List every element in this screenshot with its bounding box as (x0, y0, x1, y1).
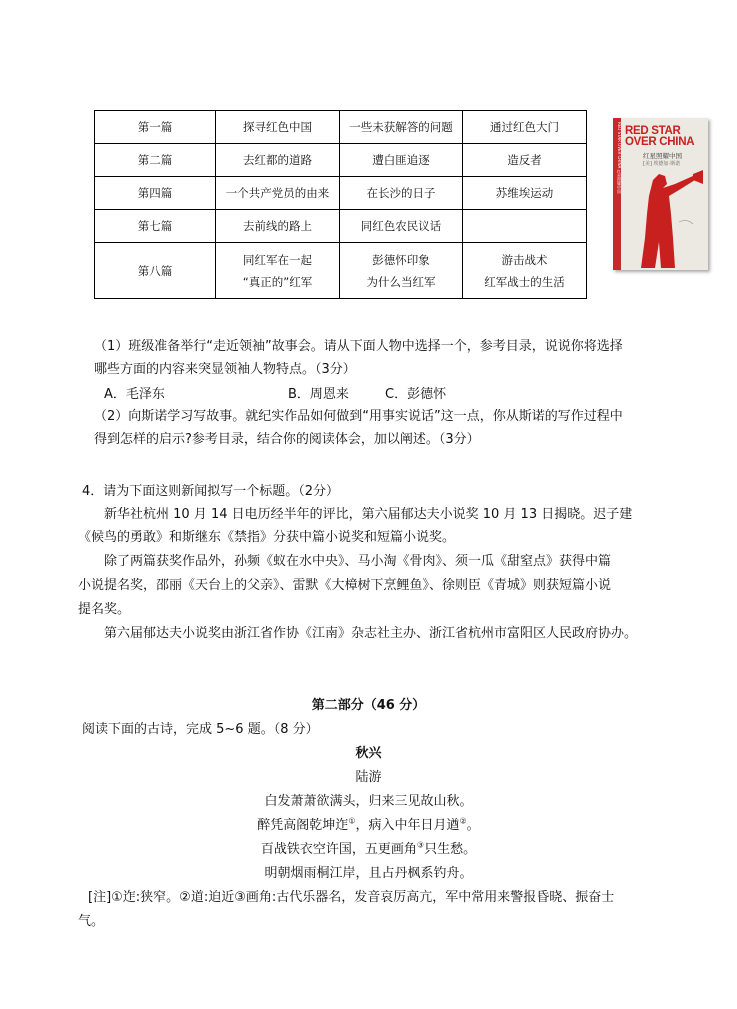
table-cell: 彭德怀印象 为什么当红军 (340, 243, 463, 299)
table-cell: 苏维埃运动 (463, 177, 587, 210)
table-cell: 遭白匪追逐 (340, 144, 463, 177)
book-subtitle: 红星照耀中国 (643, 152, 682, 160)
book-title-line2: OVER CHINA (625, 136, 695, 148)
q3-option-c: C．彭德怀 (385, 387, 447, 402)
footnote-marker: ② (459, 816, 467, 826)
table-row (95, 111, 587, 144)
q3-option-a: A．毛泽东 (104, 387, 165, 402)
book-title-line1: RED STAR (625, 125, 681, 137)
poem-line3-text: 百战铁衣空许国，五更画角 (260, 842, 417, 857)
q4-para2-line1: 除了两篇获奖作品外，孙频《蚁在水中央》、马小淘《骨肉》、须一瓜《甜窒点》获得中篇 (104, 554, 612, 569)
q4-para2-line2: 小说提名奖，邵丽《天台上的父亲》、雷默《大樟树下烹鲤鱼》、徐则臣《青城》则获短篇小说 (78, 578, 612, 593)
table-cell: 同红色农民议话 (340, 210, 463, 243)
poem-line4: 明朝烟雨桐江岸，且占丹枫系钓舟。 (264, 866, 473, 881)
table-row (95, 177, 587, 210)
poem-line3 (0, 838, 737, 857)
q3-line1: （1）班级准备举行“走近领袖”故事会。请从下面人物中选择一个，参考目录，说说你将选择 (94, 339, 623, 354)
q4-para2-line3: 提名奖。 (78, 602, 131, 617)
table-cell: 通过红色大门 (463, 111, 587, 144)
table-cell: 去前线的路上 (216, 210, 340, 243)
poem-line2-text: 。 (466, 818, 480, 833)
q4-prompt: 4．请为下面这则新闻拟写一个标题。（2分） (82, 484, 340, 499)
part2-heading: 第二部分（46 分） (311, 698, 426, 713)
q4-para3: 第六届郁达夫小说奖由浙江省作协《江南》杂志社主办、浙江省杭州市富阳区人民政府协办。 (104, 626, 638, 641)
part2-instruction: 阅读下面的古诗，完成 5~6 题。（8 分） (82, 722, 319, 737)
poem-note-line1: [注]①迮:狭窄。②道:迫近③画角:古代乐器名，发音哀厉高亢，军中常用来警报昏晓、振奋士 (88, 890, 615, 905)
q4-para1-line1: 新华社杭州 10 月 14 日电历经半年的评比，第六届郁达夫小说奖 10 月 13 日揭晓。迟子建 (104, 507, 633, 522)
table-cell: 第四篇 (95, 177, 216, 210)
q3-line4: 得到怎样的启示?参考目录，结合你的阅读体会，加以阐述。（3分） (94, 432, 480, 447)
book-cover-image (613, 118, 708, 270)
book-spine-text: RED STAR OVER CHINA 红星照耀中国 (617, 122, 622, 194)
q3-line3: （2）向斯诺学习写故事。就纪实作品如何做到“用事实说话”这一点，你从斯诺的写作过程中 (94, 409, 623, 424)
poem-line2-text: 醉凭高阁乾坤迮 (257, 818, 349, 833)
poem-author: 陆游 (355, 770, 382, 785)
table-cell: 在长沙的日子 (340, 177, 463, 210)
book-author: [美] 埃德加·斯诺 (643, 161, 681, 167)
table-cell: 第八篇 (95, 243, 216, 299)
table-cell: 第一篇 (95, 111, 216, 144)
footnote-marker: ① (348, 816, 356, 826)
poem-line2-text: ，病入中年日月遒 (355, 818, 460, 833)
table-row (95, 144, 587, 177)
toc-table (94, 110, 587, 299)
q3-line2: 哪些方面的内容来突显领袖人物特点。（3分） (94, 362, 356, 377)
table-cell: 造反者 (463, 144, 587, 177)
q4-para1-line2: 《候鸟的勇敢》和斯继东《禁指》分获中篇小说奖和短篇小说奖。 (78, 530, 456, 545)
q3-option-b: B．周恩来 (288, 387, 349, 402)
table-cell (463, 210, 587, 243)
poem-line3-text: 只生愁。 (424, 842, 477, 857)
table-cell: 同红军在一起 “真正的”红军 (216, 243, 340, 299)
table-cell: 第二篇 (95, 144, 216, 177)
table-cell: 第七篇 (95, 210, 216, 243)
table-cell: 一个共产党员的由来 (216, 177, 340, 210)
table-row (95, 210, 587, 243)
poem-title: 秋兴 (355, 746, 382, 761)
poem-line1: 白发萧萧欲满头，归来三见故山秋。 (264, 794, 473, 809)
table-row (95, 243, 587, 299)
poem-line2 (0, 814, 737, 833)
table-cell: 游击战术 红军战士的生活 (463, 243, 587, 299)
table-cell: 去红都的道路 (216, 144, 340, 177)
table-cell: 一些未获解答的问题 (340, 111, 463, 144)
poem-note-line2: 气。 (78, 914, 105, 929)
table-cell: 探寻红色中国 (216, 111, 340, 144)
book-title (625, 126, 707, 148)
book-spine (613, 118, 621, 270)
footnote-marker: ③ (416, 840, 425, 850)
